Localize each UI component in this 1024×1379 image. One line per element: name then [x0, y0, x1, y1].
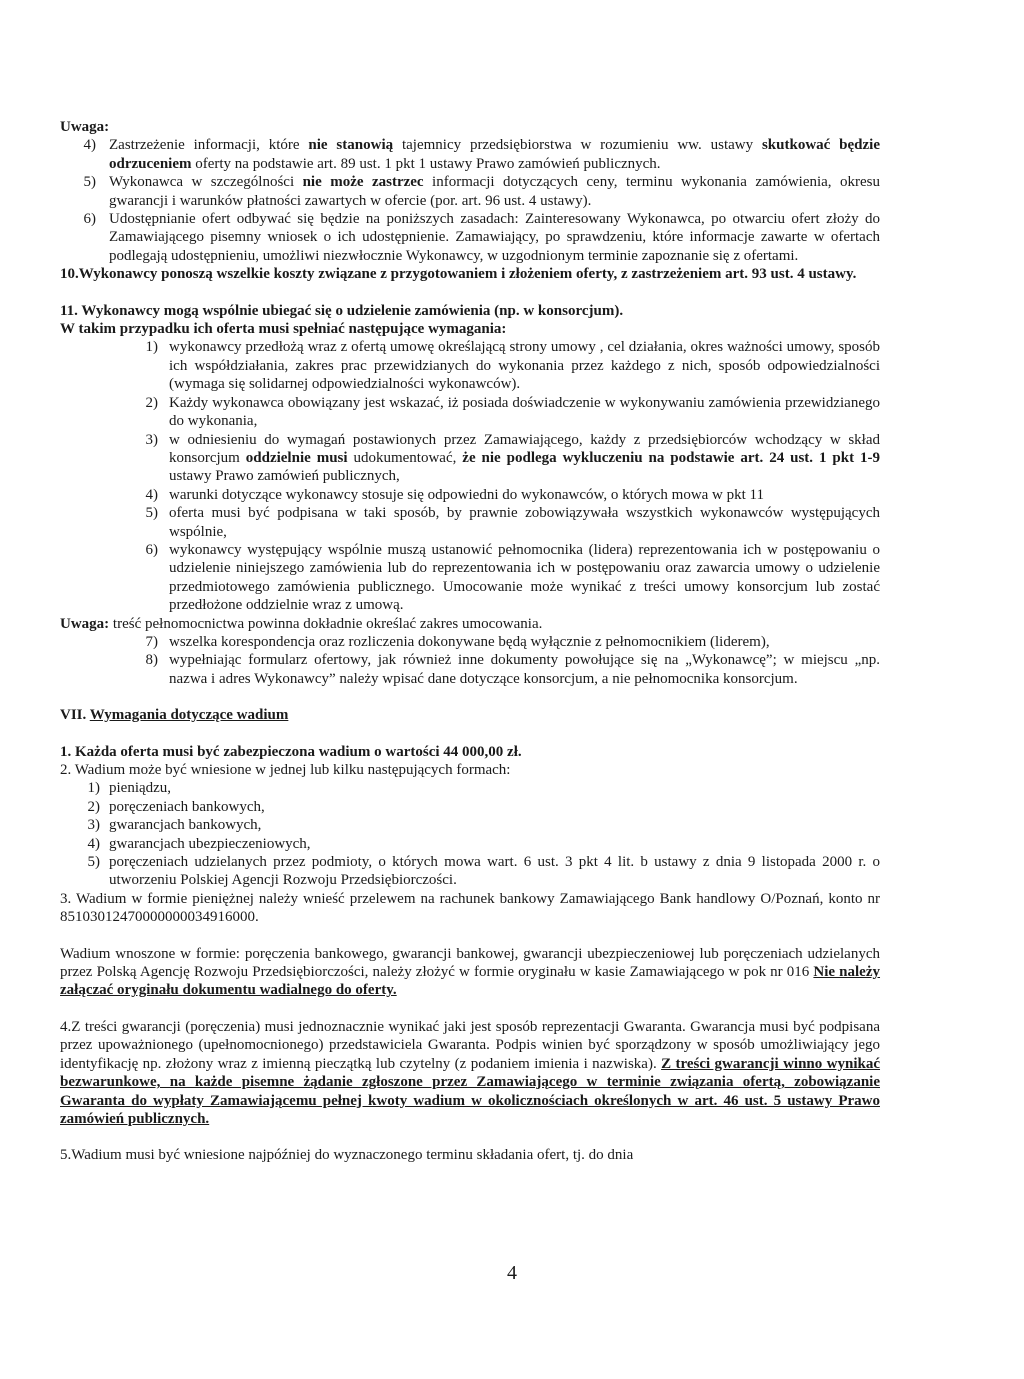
- list-item: 1) wykonawcy przedłożą wraz z ofertą umowę określającą strony umowy , cel działania, okres ważności umowy, sposób ich współdziałania, zakres prac przewidzianych do wykonania przez każdego z nich, sposób odpowiedzialności (wymaga się solidarnej odpowiedzialności wykonawców).: [122, 338, 880, 393]
- consortium-requirements-list-continued: [60, 633, 880, 688]
- list-item: 5) oferta musi być podpisana w taki sposób, by prawnie zobowiązywała wszystkich wykonawców występujących wspólnie,: [122, 504, 880, 541]
- wadium-point-3: 3. Wadium w formie pieniężnej należy wnieść przelewem na rachunek bankowy Zamawiającego Bank handlowy O/Poznań, konto nr 85103012470000000034916000.: [60, 890, 880, 926]
- list-item: 2) Każdy wykonawca obowiązany jest wskazać, iż posiada doświadczenie w wykonywaniu zamówienia przewidzianego do wykonania,: [122, 394, 880, 431]
- page-number: 4: [507, 1262, 517, 1284]
- uwaga-note: Uwaga: treść pełnomocnictwa powinna dokładnie określać zakres umocowania.: [60, 615, 543, 632]
- list-item-number: 2): [145, 394, 158, 411]
- chapter-7-heading: VII. Wymagania dotyczące wadium: [60, 707, 289, 724]
- list-item: 8) wypełniając formularz ofertowy, jak również inne dokumenty powołujące się na „Wykonawcę”; w miejscu „np. nazwa i adres Wykonawcy” należy wpisać dane dotyczące konsorcjum, a nie pełnomocnika konsorcjum.: [122, 651, 880, 688]
- list-item-number: 1): [87, 780, 100, 797]
- list-item: 7) wszelka korespondencja oraz rozliczenia dokonywane będą wyłącznie z pełnomocnikiem (liderem),: [122, 633, 880, 651]
- uwaga-heading: Uwaga:: [60, 119, 110, 135]
- section-11-subtitle: W takim przypadku ich oferta musi spełniać następujące wymagania:: [60, 321, 507, 338]
- list-item-number: 5): [87, 854, 100, 871]
- list-item: 3) gwarancjach bankowych,: [83, 816, 880, 834]
- list-item: 6) Udostępnianie ofert odbywać się będzie na poniższych zasadach: Zainteresowany Wykonawca, po otwarciu ofert złoży do Zamawiającego pisemny wniosek o ich udostępnienie. Zamawiający, po sprawdzeniu, które informacje zawarte w ofertach podlegają udostępnieniu, umożliwi niezwłocznie Wykonawcy, w uzgodnionym terminie zapoznanie się z ofertami.: [60, 210, 880, 265]
- wadium-point-1: 1. Każda oferta musi być zabezpieczona wadium o wartości 44 000,00 zł.: [60, 743, 522, 760]
- list-item-number: 6): [145, 541, 158, 558]
- list-item: 6) wykonawcy występujący wspólnie muszą ustanowić pełnomocnika (lidera) reprezentowania ich w postępowaniu o udzielenie niniejszego zamówienia lub do reprezentowania ich w postępowaniu oraz zawarcia umowy o udzielenie przedmiotowego zamówienia publicznego. Umocowanie może wynikać z treści umowy konsorcjum lub zostać przedłożone oddzielnie wraz z umową.: [122, 541, 880, 615]
- list-item: 5) poręczeniach udzielanych przez podmioty, o których mowa wart. 6 ust. 3 pkt 4 lit. b ustawy z dnia 9 listopada 2000 r. o utworzeniu Polskiej Agencji Rozwoju Przedsiębiorczości.: [83, 853, 880, 890]
- list-item-number: 8): [145, 652, 158, 669]
- list-item-number: 2): [87, 798, 100, 815]
- page-content: [60, 118, 880, 1165]
- wadium-form-paragraph: Wadium wnoszone w formie: poręczenia bankowego, gwarancji bankowej, gwarancji ubezpieczeniowej lub poręczeniach udzielanych przez Polską Agencję Rozwoju Przedsiębiorczości, należy złożyć w formie oryginału w kasie Zamawiającego w pok nr 016 Nie należy załączać oryginału dokumentu wadialnego do oferty.: [60, 945, 881, 999]
- list-item: 2) poręczeniach bankowych,: [83, 798, 880, 816]
- list-item: 4) Zastrzeżenie informacji, które nie stanowią tajemnicy przedsiębiorstwa w rozumieniu ww. ustawy skutkować będzie odrzuceniem oferty na podstawie art. 89 ust. 1 pkt 1 ustawy Prawo zamówień publicznych.: [60, 136, 880, 173]
- list-item-number: 5): [83, 174, 96, 191]
- wadium-forms-list: [60, 779, 880, 889]
- list-item: 4) warunki dotyczące wykonawcy stosuje się odpowiedni do wykonawców, o których mowa w pkt 11: [122, 486, 880, 504]
- list-item-number: 1): [145, 339, 158, 356]
- list-item-number: 4): [145, 486, 158, 503]
- list-item-number: 4): [87, 835, 100, 852]
- wadium-point-5: 5.Wadium musi być wniesione najpóźniej do wyznaczonego terminu składania ofert, tj. do dnia: [60, 1147, 634, 1164]
- list-item-number: 7): [145, 633, 158, 650]
- consortium-requirements-list: [60, 338, 880, 614]
- list-item: 1) pieniądzu,: [83, 779, 880, 797]
- section-10: 10.Wykonawcy ponoszą wszelkie koszty związane z przygotowaniem i złożeniem oferty, z zastrzeżeniem art. 93 ust. 4 ustawy.: [60, 266, 857, 283]
- list-item-number: 6): [83, 211, 96, 228]
- wadium-point-2: 2. Wadium może być wniesione w jednej lub kilku następujących formach:: [60, 762, 511, 778]
- list-item-number: 5): [145, 505, 158, 522]
- list-item: 5) Wykonawca w szczególności nie może zastrzec informacji dotyczących ceny, terminu wykonania zamówienia, okresu gwarancji i warunków płatności zawartych w ofercie (por. art. 96 ust. 4 ustawy).: [60, 173, 880, 210]
- wadium-point-4: 4.Z treści gwarancji (poręczenia) musi jednoznacznie wynikać jaki jest sposób reprezentacji Gwaranta. Gwarancja musi być podpisana przez upoważnionego (upełnomocnionego) przedstawiciela Gwaranta. Podpis winien być sporządzony w sposób umożliwiający jego identyfikację np. złożony wraz z imienną pieczątką lub czytelny (z podaniem imienia i nazwiska). Z treści gwarancji winno wynikać bezwarunkowe, na każde pisemne żądanie zgłoszone przez Zamawiającego w terminie związania ofertą, zobowiązanie Gwaranta do wypłaty Zamawiającemu pełnej kwoty wadium w okolicznościach określonych w art. 46 ust. 5 ustawy Prawo zamówień publicznych.: [60, 1018, 881, 1127]
- list-item-number: 4): [83, 137, 96, 154]
- list-item-number: 3): [87, 817, 100, 834]
- list-item: 3) w odniesieniu do wymagań postawionych przez Zamawiającego, każdy z przedsiębiorców wchodzący w skład konsorcjum oddzielnie musi udokumentować, że nie podlega wykluczeniu na podstawie art. 24 ust. 1 pkt 1-9 ustawy Prawo zamówień publicznych,: [122, 431, 880, 486]
- list-item-number: 3): [145, 431, 158, 448]
- uwaga-list: [60, 136, 880, 265]
- section-11-title: 11. Wykonawcy mogą wspólnie ubiegać się o udzielenie zamówienia (np. w konsorcjum).: [60, 302, 624, 319]
- list-item: 4) gwarancjach ubezpieczeniowych,: [83, 835, 880, 853]
